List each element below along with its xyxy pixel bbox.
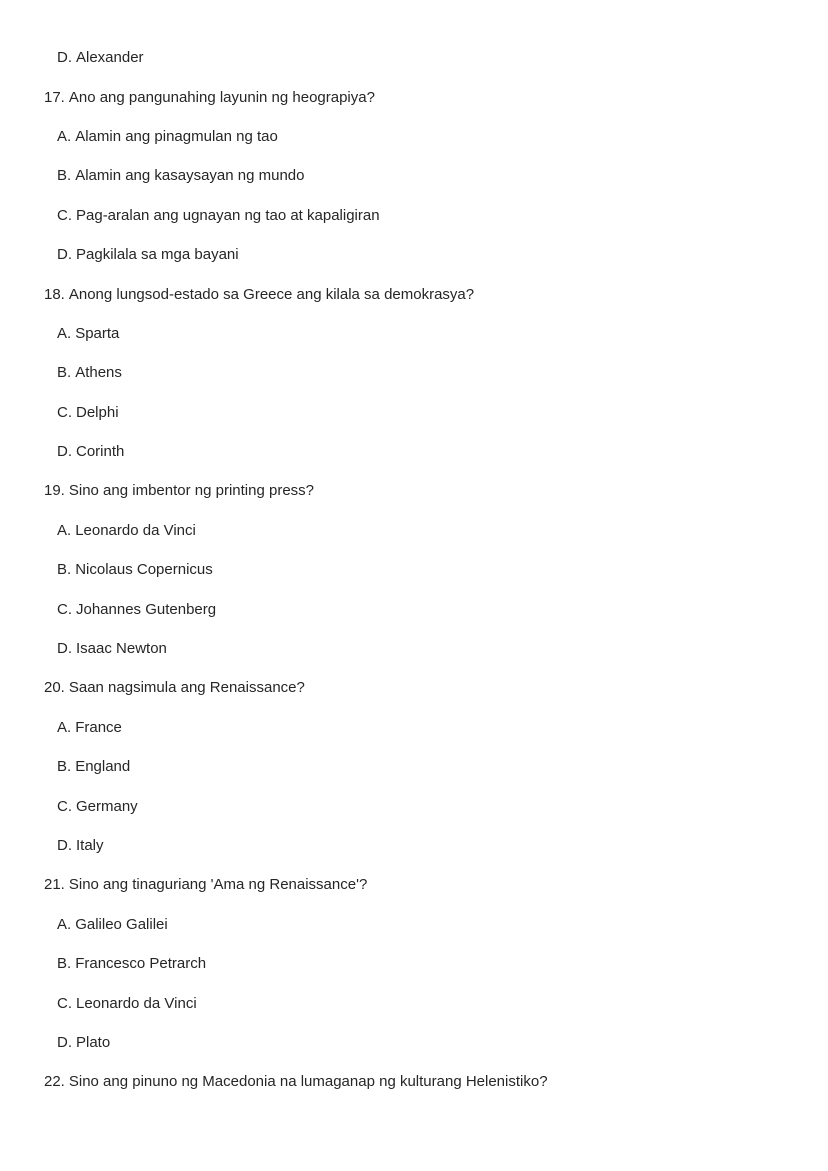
question-17-option-c-text: Pag-aralan ang ugnayan ng tao at kapaligiran (76, 206, 380, 224)
question-18-option-b-label: B. (57, 364, 72, 382)
question-20-option-c-label: C. (57, 797, 72, 815)
question-17-option-d-text: Pagkilala sa mga bayani (76, 246, 239, 264)
question-19-label: 19. (44, 482, 65, 500)
question-21-option-a-label: A. (57, 915, 72, 933)
question-18 (0, 274, 828, 313)
question-18-option-b-text: Athens (75, 364, 122, 382)
question-17-option-d (0, 235, 828, 274)
question-19-option-d (0, 629, 828, 668)
question-18-option-c-text: Delphi (76, 403, 119, 421)
question-17-option-c-label: C. (57, 206, 72, 224)
question-18-option-d-label: D. (57, 443, 72, 461)
question-21-option-b (0, 944, 828, 983)
question-19-option-c-text: Johannes Gutenberg (76, 600, 217, 618)
question-19-option-a (0, 511, 828, 550)
question-20-option-a-label: A. (57, 718, 72, 736)
question-18-option-a-label: A. (57, 324, 72, 342)
question-17-option-d-label: D. (57, 246, 72, 264)
question-19-option-d-label: D. (57, 640, 72, 658)
question-21-option-d-text: Plato (76, 1033, 111, 1051)
question-20-option-d (0, 826, 828, 865)
question-17-option-b-text: Alamin ang kasaysayan ng mundo (75, 167, 305, 185)
question-21-option-d-label: D. (57, 1033, 72, 1051)
question-18-text: Anong lungsod-estado sa Greece ang kilala sa demokrasya? (68, 285, 475, 303)
question-19-option-a-text: Leonardo da Vinci (75, 521, 196, 539)
question-20-option-c-text: Germany (76, 797, 138, 815)
question-19-option-a-label: A. (57, 521, 72, 539)
question-21-text: Sino ang tinaguriang 'Ama ng Renaissance'? (68, 876, 368, 894)
question-19-option-d-text: Isaac Newton (76, 640, 167, 658)
question-19 (0, 471, 828, 510)
question-21-option-b-label: B. (57, 955, 72, 973)
question-17 (0, 77, 828, 116)
question-17-option-a-label: A. (57, 127, 72, 145)
question-22 (0, 1062, 828, 1101)
question-19-text: Sino ang imbentor ng printing press? (68, 482, 315, 500)
question-17-option-b-label: B. (57, 167, 72, 185)
question-22-label: 22. (44, 1073, 65, 1091)
question-21 (0, 865, 828, 904)
question-20-label: 20. (44, 679, 65, 697)
question-21-option-a (0, 905, 828, 944)
question-20-option-a-text: France (75, 718, 122, 736)
question-19-option-b (0, 550, 828, 589)
question-21-option-c-label: C. (57, 994, 72, 1012)
carryover-option-d-label: D. (57, 49, 72, 67)
question-18-option-d (0, 432, 828, 471)
question-17-option-a-text: Alamin ang pinagmulan ng tao (75, 127, 278, 145)
carryover-option-d (0, 38, 828, 77)
question-20-option-d-label: D. (57, 837, 72, 854)
question-20-text: Saan nagsimula ang Renaissance? (68, 679, 305, 697)
question-20-option-b (0, 747, 828, 786)
question-18-option-c (0, 393, 828, 432)
question-17-option-a (0, 117, 828, 156)
carryover-option-d-text: Alexander (76, 49, 144, 67)
question-20-option-a (0, 708, 828, 747)
question-17-text: Ano ang pangunahing layunin ng heograpiya? (68, 88, 375, 106)
question-22-text: Sino ang pinuno ng Macedonia na lumaganap ng kulturang Helenistiko? (68, 1073, 548, 1091)
question-18-option-b (0, 353, 828, 392)
question-18-option-d-text: Corinth (76, 443, 125, 461)
question-18-option-a (0, 314, 828, 353)
question-20-option-d-text: Italy (76, 837, 104, 854)
question-20 (0, 668, 828, 707)
question-20-option-b-text: England (75, 758, 131, 776)
question-18-option-c-label: C. (57, 403, 72, 421)
question-19-option-b-label: B. (57, 561, 72, 579)
question-17-option-c (0, 196, 828, 235)
question-19-option-b-text: Nicolaus Copernicus (75, 561, 213, 579)
question-19-option-c (0, 589, 828, 628)
question-18-label: 18. (44, 285, 65, 303)
question-18-option-a-text: Sparta (75, 324, 120, 342)
question-20-option-c (0, 786, 828, 825)
question-21-option-c (0, 983, 828, 1022)
question-21-option-b-text: Francesco Petrarch (75, 955, 207, 973)
question-17-label: 17. (44, 88, 65, 106)
question-21-option-c-text: Leonardo da Vinci (76, 994, 197, 1012)
question-21-option-d (0, 1023, 828, 1062)
question-21-label: 21. (44, 876, 65, 894)
question-17-option-b (0, 156, 828, 195)
question-19-option-c-label: C. (57, 600, 72, 618)
question-20-option-b-label: B. (57, 758, 72, 776)
question-21-option-a-text: Galileo Galilei (75, 915, 168, 933)
